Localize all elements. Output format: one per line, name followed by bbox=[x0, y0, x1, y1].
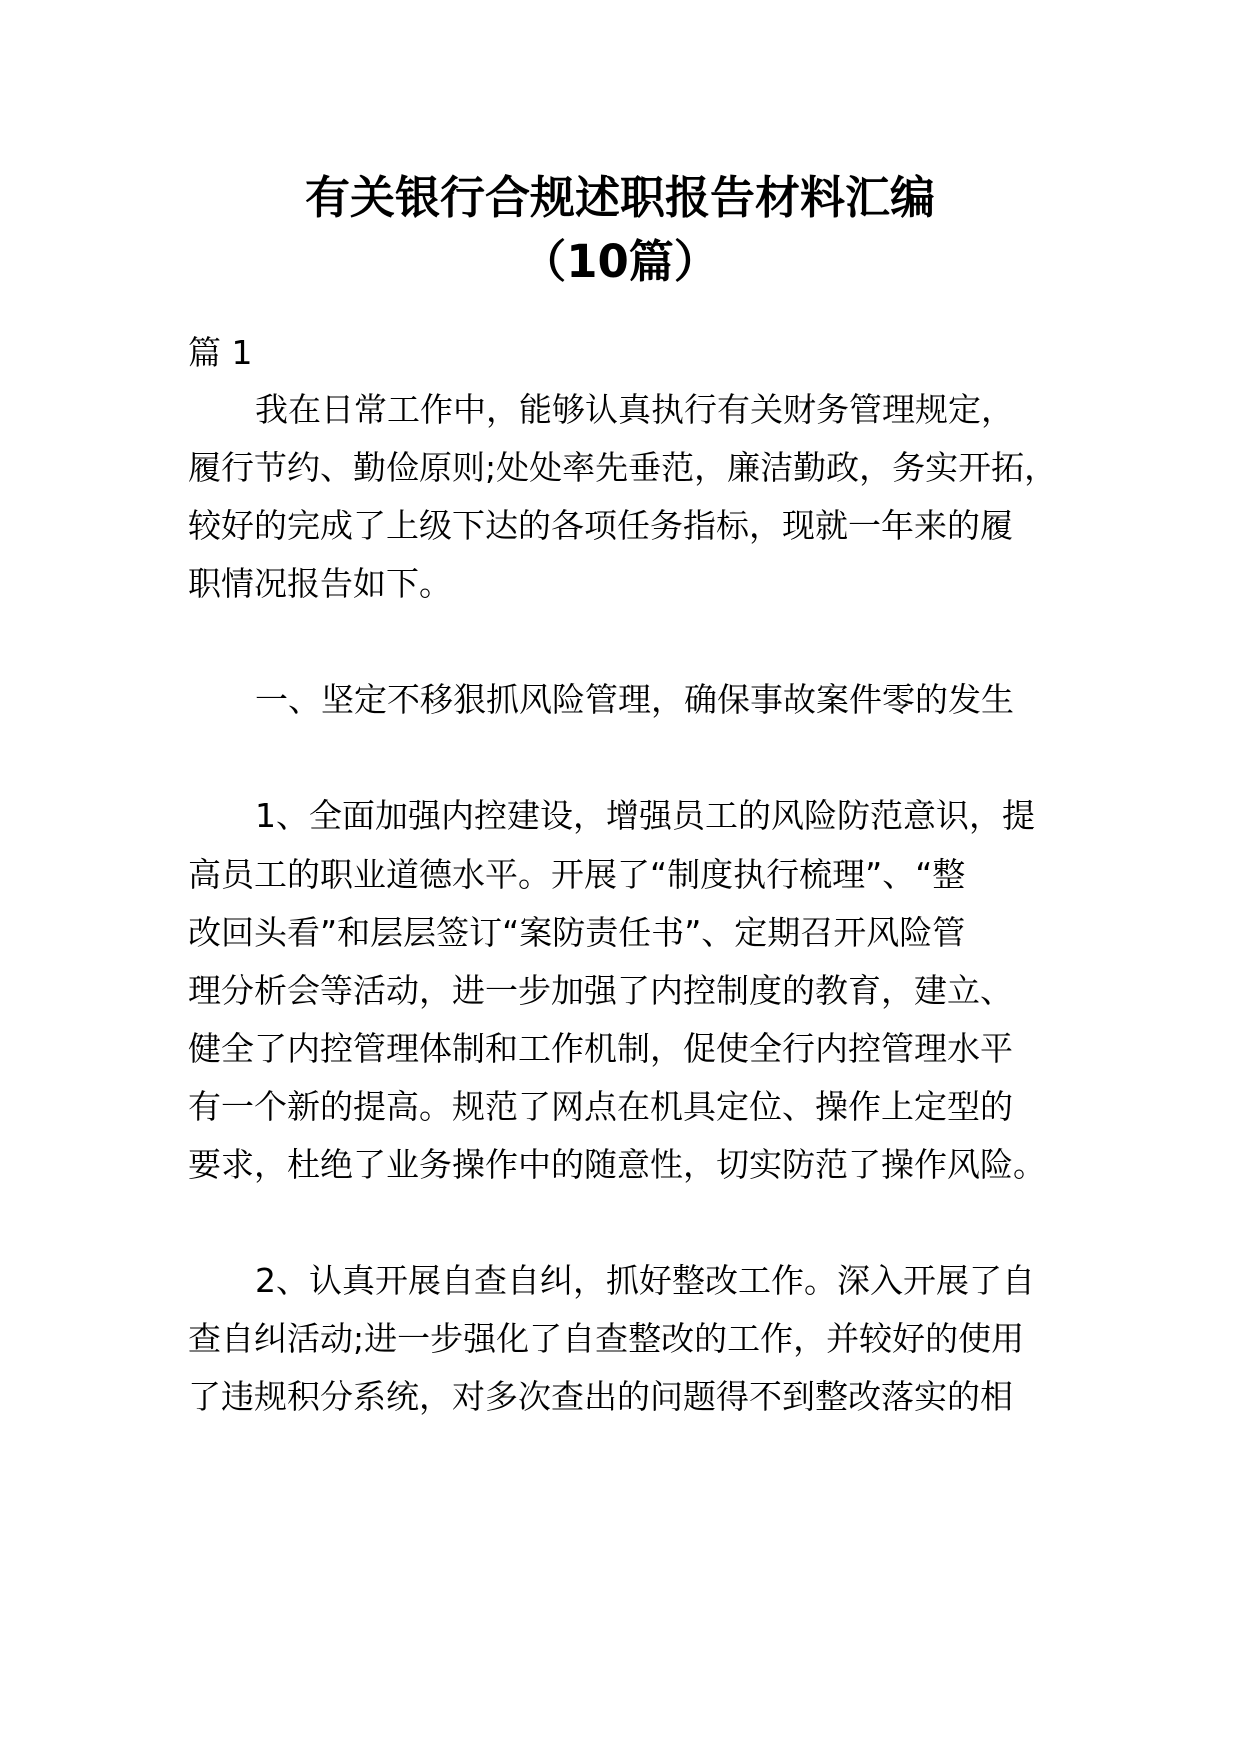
section-label: 篇 1 bbox=[188, 333, 253, 372]
paragraph-line: 了违规积分系统，对多次查出的问题得不到整改落实的相 bbox=[188, 1377, 1013, 1416]
paragraph-line: 要求，杜绝了业务操作中的随意性，切实防范了操作风险。 bbox=[188, 1145, 1046, 1184]
paragraph-line: 较好的完成了上级下达的各项任务指标，现就一年来的履 bbox=[188, 506, 1013, 545]
paragraph-line: 有一个新的提高。规范了网点在机具定位、操作上定型的 bbox=[188, 1087, 1013, 1126]
paragraph-line: 职情况报告如下。 bbox=[188, 564, 452, 603]
paragraph-line: 我在日常工作中，能够认真执行有关财务管理规定， bbox=[255, 390, 1014, 429]
paragraph-line: 高员工的职业道德水平。开展了“制度执行梳理”、“整 bbox=[188, 855, 966, 894]
paragraph-line: 1、全面加强内控建设，增强员工的风险防范意识，提 bbox=[255, 796, 1035, 835]
section-heading: 一、坚定不移狠抓风险管理，确保事故案件零的发生 bbox=[255, 680, 1014, 719]
paragraph-line: 理分析会等活动，进一步加强了内控制度的教育，建立、 bbox=[188, 971, 1013, 1010]
document-subtitle: （10篇） bbox=[521, 235, 719, 288]
paragraph-line: 改回头看”和层层签订“案防责任书”、定期召开风险管 bbox=[188, 913, 966, 952]
paragraph-line: 健全了内控管理体制和工作机制，促使全行内控管理水平 bbox=[188, 1029, 1013, 1068]
paragraph-line: 查自纠活动;进一步强化了自查整改的工作，并较好的使用 bbox=[188, 1319, 1025, 1358]
paragraph-line: 履行节约、勤俭原则;处处率先垂范，廉洁勤政，务实开拓， bbox=[188, 448, 1058, 487]
document-title: 有关银行合规述职报告材料汇编 bbox=[304, 171, 935, 224]
paragraph-line: 2、认真开展自查自纠，抓好整改工作。深入开展了自 bbox=[255, 1261, 1035, 1300]
